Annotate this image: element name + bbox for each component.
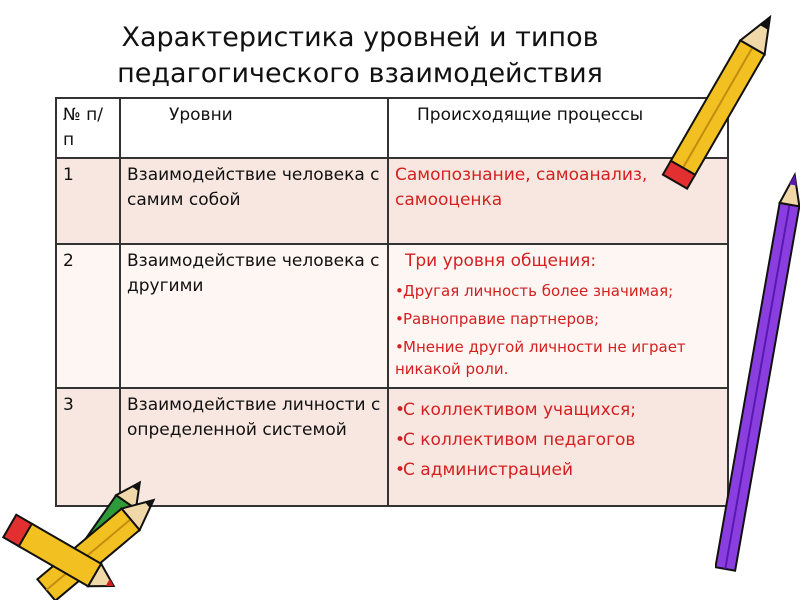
list-item-text: Другая личность более значимая;	[403, 282, 674, 300]
table-header-row	[56, 98, 728, 158]
table-row	[56, 388, 728, 506]
levels-table	[55, 97, 729, 507]
list-item: •Равноправие партнеров;	[395, 310, 600, 328]
list-item: •С коллективом педагогов	[395, 430, 636, 450]
row-level: Взаимодействие человека с самим собой	[120, 158, 388, 244]
list-item: •Мнение другой личности не играет никакой роли.	[395, 338, 686, 378]
process-intro: Три уровня общения:	[405, 251, 597, 271]
slide-title	[40, 20, 680, 92]
row-level: Взаимодействие личности с определенной системой	[120, 388, 388, 506]
title-line-1: Характеристика уровней и типов	[121, 22, 599, 53]
row-num: 3	[56, 388, 120, 506]
pencil-icon	[0, 505, 120, 600]
list-item-text: С коллективом педагогов	[403, 430, 636, 450]
row-process	[388, 244, 728, 388]
list-item: •С администрацией	[395, 460, 574, 480]
header-processes: Происходящие процессы	[388, 98, 728, 158]
list-item-text: Равноправие партнеров;	[403, 310, 600, 328]
list-item: •Другая личность более значимая;	[395, 282, 674, 300]
table-row	[56, 158, 728, 244]
title-line-2: педагогического взаимодействия	[117, 58, 603, 89]
row-process	[388, 388, 728, 506]
table-row	[56, 244, 728, 388]
list-item-text: Мнение другой личности не играет никакой роли.	[395, 338, 686, 378]
row-num: 1	[56, 158, 120, 244]
row-process: Самопознание, самоанализ, самооценка	[388, 158, 728, 244]
list-item-text: С коллективом учащихся;	[403, 400, 636, 420]
header-levels: Уровни	[120, 98, 388, 158]
header-num: № п/п	[56, 98, 120, 158]
row-level: Взаимодействие человека с другими	[120, 244, 388, 388]
row-num: 2	[56, 244, 120, 388]
list-item-text: С администрацией	[403, 460, 574, 480]
list-item: •С коллективом учащихся;	[395, 400, 636, 420]
